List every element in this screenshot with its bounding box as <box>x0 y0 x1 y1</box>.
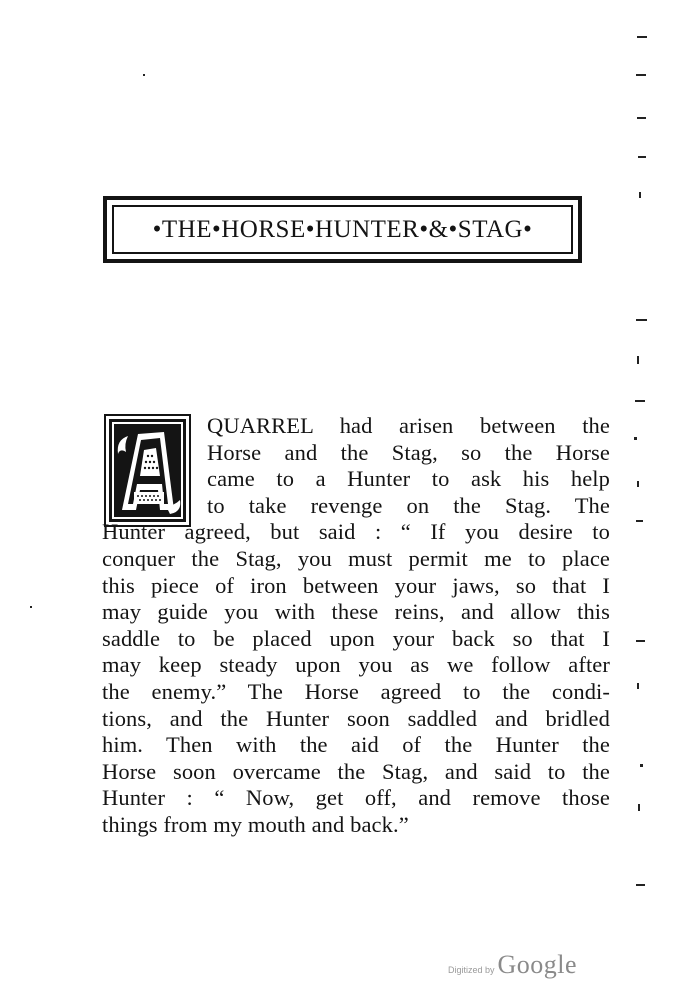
text-line: QUARREL had arisen between the <box>207 413 610 438</box>
watermark-brand: Google <box>497 950 578 979</box>
margin-mark <box>639 192 641 198</box>
text-line: saddle to be placed upon your back so that I <box>102 625 610 651</box>
title-box <box>103 196 582 263</box>
text-line: to take revenge on the Stag. The <box>207 492 610 518</box>
margin-mark <box>637 356 639 364</box>
text-line: Horse soon overcame the Stag, and said to the <box>102 758 610 784</box>
digitized-watermark <box>448 950 577 980</box>
text-line: this piece of iron between your jaws, so that I <box>102 572 610 598</box>
chapter-title: •THE•HORSE•HUNTER•&•STAG• <box>152 216 533 243</box>
margin-mark <box>637 36 647 38</box>
margin-mark <box>636 319 647 321</box>
margin-mark <box>635 400 645 402</box>
text-line: Hunter agreed, but said : “ If you desire to <box>102 519 610 545</box>
margin-mark <box>636 74 646 76</box>
text-line: him. Then with the aid of the Hunter the <box>102 732 610 758</box>
margin-mark <box>637 481 639 487</box>
margin-mark <box>640 764 643 767</box>
watermark-prefix: Digitized by <box>448 965 495 975</box>
margin-mark <box>637 117 646 119</box>
text-line: may keep steady upon you as we follow after <box>102 652 610 678</box>
text-line: the enemy.” The Horse agreed to the condi- <box>102 678 610 704</box>
margin-mark <box>636 640 645 642</box>
text-line: tions, and the Hunter soon saddled and bridled <box>102 705 610 731</box>
text-line: Hunter : “ Now, get off, and remove those <box>102 785 610 811</box>
text-line: things from my mouth and back.” <box>102 811 409 837</box>
text-line: Horse and the Stag, so the Horse <box>207 439 610 465</box>
margin-mark <box>143 74 145 76</box>
margin-mark <box>638 804 640 811</box>
text-line: came to a Hunter to ask his help <box>207 466 610 492</box>
margin-mark <box>637 683 639 689</box>
margin-mark <box>636 520 643 522</box>
margin-mark <box>634 437 637 440</box>
text-line: conquer the Stag, you must permit me to place <box>102 545 610 571</box>
margin-mark <box>636 884 645 886</box>
text-line: may guide you with these reins, and allow this <box>102 599 610 625</box>
fable-text <box>102 413 610 839</box>
title-inner-border <box>112 205 573 254</box>
margin-mark <box>30 606 32 608</box>
margin-mark <box>638 156 646 158</box>
